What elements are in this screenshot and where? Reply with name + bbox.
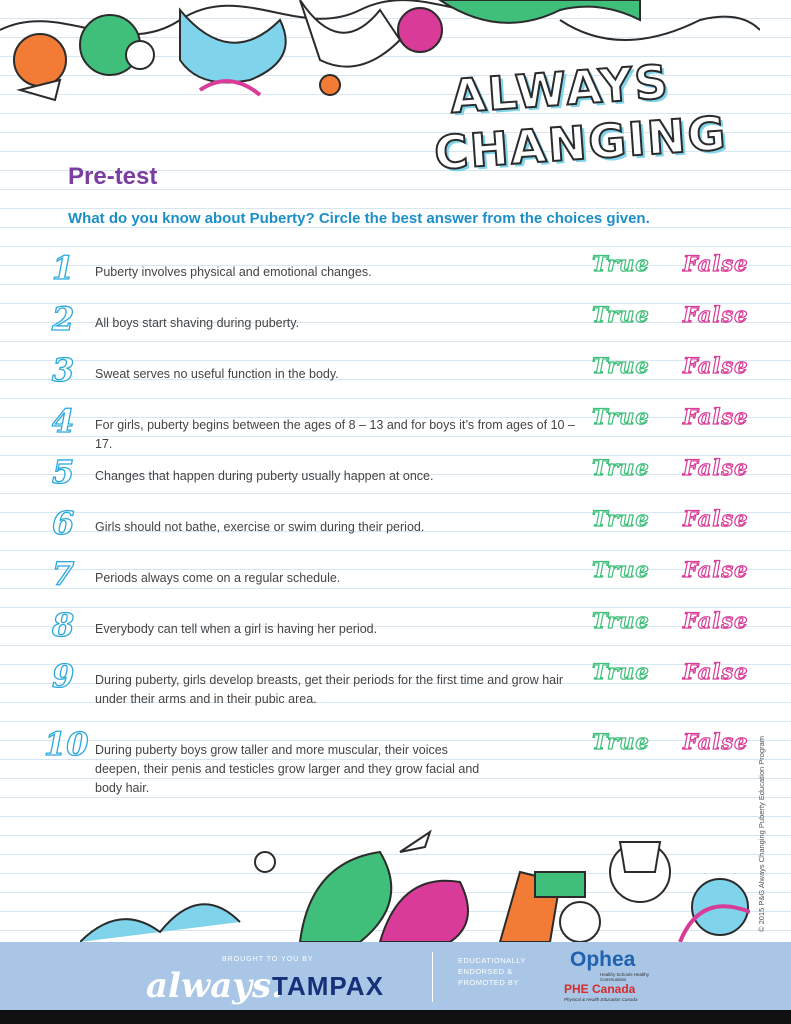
true-answer[interactable]: True bbox=[592, 353, 650, 378]
true-answer[interactable]: True bbox=[592, 404, 650, 429]
question-number: 10 bbox=[44, 725, 89, 763]
true-answer[interactable]: True bbox=[592, 608, 650, 633]
false-answer[interactable]: False bbox=[683, 557, 749, 582]
question-text: Periods always come on a regular schedule. bbox=[95, 571, 341, 585]
question-text: Puberty involves physical and emotional changes. bbox=[95, 265, 372, 279]
question-number: 3 bbox=[52, 351, 75, 389]
question-text: During puberty, girls develop breasts, get their periods for the first time and grow hair under their arms and in their pubic area. bbox=[95, 673, 564, 706]
true-answer[interactable]: True bbox=[592, 302, 650, 327]
footer-black-strip bbox=[0, 1010, 791, 1024]
title-line-1: ALWAYS bbox=[448, 54, 672, 124]
question-text: All boys start shaving during puberty. bbox=[95, 316, 300, 330]
true-answer[interactable]: True bbox=[592, 251, 650, 276]
endorsed-label: EDUCATIONALLY ENDORSED & PROMOTED BY bbox=[458, 956, 526, 987]
question-text: Sweat serves no useful function in the body. bbox=[95, 367, 339, 381]
doodle-banner-bottom bbox=[80, 812, 750, 942]
copyright-text: © 2015 P&G Always Changing Puberty Education Program bbox=[757, 735, 766, 932]
question-number: 5 bbox=[52, 453, 75, 491]
tampax-logo: TAMPAX bbox=[272, 971, 384, 1001]
title-logo bbox=[430, 54, 760, 188]
question-text: During puberty boys grow taller and more muscular, their voices deepen, their penis and testicles grow larger and they grow facial and body hair. bbox=[95, 743, 480, 795]
question-number: 9 bbox=[52, 657, 75, 695]
false-answer[interactable]: False bbox=[683, 404, 749, 429]
false-answer[interactable]: False bbox=[683, 506, 749, 531]
page-title: Pre-test bbox=[68, 163, 158, 190]
true-answer[interactable]: True bbox=[592, 506, 650, 531]
false-answer[interactable]: False bbox=[683, 729, 749, 754]
footer-band bbox=[0, 942, 791, 1010]
instructions: What do you know about Puberty? Circle the best answer from the choices given. bbox=[68, 210, 650, 227]
false-answer[interactable]: False bbox=[683, 455, 749, 480]
brought-to-you-label: BROUGHT TO YOU BY bbox=[222, 956, 314, 963]
phe-canada-logo: PHE Canada bbox=[564, 982, 636, 996]
question-number: 4 bbox=[52, 402, 75, 440]
ophea-logo: Ophea bbox=[570, 948, 636, 971]
question-text: Everybody can tell when a girl is having her period. bbox=[95, 622, 378, 636]
footer-divider bbox=[432, 952, 433, 1002]
question-number: 6 bbox=[52, 504, 75, 542]
false-answer[interactable]: False bbox=[683, 251, 749, 276]
question-number: 8 bbox=[52, 606, 75, 644]
false-answer[interactable]: False bbox=[683, 659, 749, 684]
question-number: 2 bbox=[52, 300, 75, 338]
question-text: For girls, puberty begins between the ages of 8 – 13 and for boys it’s from ages of 10 – 17. bbox=[95, 418, 575, 451]
true-answer[interactable]: True bbox=[592, 455, 650, 480]
title-line-2: CHANGING bbox=[432, 105, 730, 181]
false-answer[interactable]: False bbox=[683, 353, 749, 378]
false-answer[interactable]: False bbox=[683, 302, 749, 327]
question-text: Girls should not bathe, exercise or swim during their period. bbox=[95, 520, 425, 534]
true-answer[interactable]: True bbox=[592, 557, 650, 582]
true-answer[interactable]: True bbox=[592, 729, 650, 754]
always-logo: always. bbox=[146, 966, 283, 1006]
question-number: 7 bbox=[52, 555, 75, 593]
question-text: Changes that happen during puberty usually happen at once. bbox=[95, 469, 434, 483]
phe-canada-tagline: Physical & Health Education Canada bbox=[564, 997, 638, 1002]
question-number: 1 bbox=[52, 249, 75, 287]
ophea-tagline: Healthy Schools Healthy Communities bbox=[600, 972, 650, 982]
true-answer[interactable]: True bbox=[592, 659, 650, 684]
false-answer[interactable]: False bbox=[683, 608, 749, 633]
